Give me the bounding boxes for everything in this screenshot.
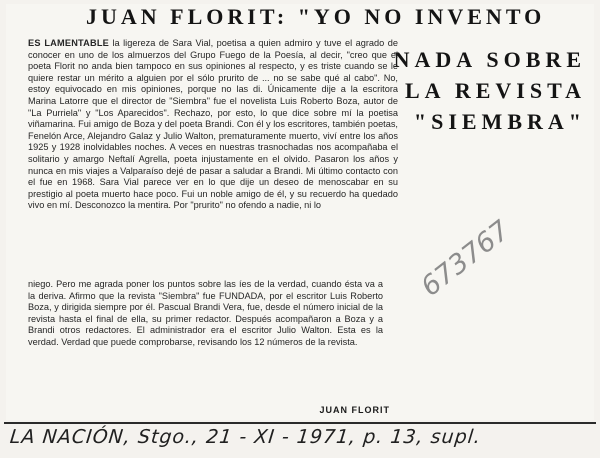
catalog-number-annotation: 673767	[415, 214, 516, 303]
article-headline-continuation: NADA SOBRE LA REVISTA "SIEMBRA"	[393, 47, 586, 134]
article-lead: ES LAMENTABLE	[28, 38, 109, 48]
source-citation-handwritten: LA NACIÓN, Stgo., 21 - XI - 1971, p. 13, supl.	[8, 426, 483, 448]
clipping-bottom-rule	[4, 422, 596, 424]
author-signature: JUAN FLORIT	[319, 405, 390, 415]
article-body-upper	[28, 38, 398, 212]
article-paragraph-upper: la ligereza de Sara Vial, poetisa a quien admiro y tuve el agrado de conocer en uno de los almuerzos del Grupo Fuego de la Poesía, al decir, "creo que el poeta Florit no anda bien tampoco en sus opiniones al respecto, y es triste cuando se le quiere restar un mérito a alguien por el sólo prurito de ... no se sabe qué al cabo". No, estoy equivocado en mis opiniones, porque no las di. Únicamente dije a la escritora Marina Latorre que el director de "Siembra" fue el novelista Luis Roberto Boza, autor de "La Purriela" y "Los Aparecidos". Rechazo, por esto, lo que dice sobre mí la poetisa viñamarina. Fui amigo de Boza y del poeta Brandi. Con él y los escritores, también poetas, Fenelón Arce, Alejandro Galaz y Julio Walton, prematuramente muerto, viví entre los años 1925 y 1928 inolvidables noches. A veces en nuestras trasnochadas nos acompañaba el solitario y amargo Neftalí Agrella, poeta injustamente en el olvido. Pasaron los años y nunca en mis viajes a Valparaíso dejé de pasar a saludar a Brandi. Mi último contacto con el fue en 1968. Sara Vial parece ver en lo que dije un deseo de menoscabar en su prestigio al poeta muerto hace poco. Fui un noble amigo de él, y su recuerdo ha quedado vivo en mí. Desconozco la mentira. Por "prurito" no ofendo a nadie, ni lo	[28, 38, 398, 211]
article-headline: JUAN FLORIT: "YO NO INVENTO	[86, 4, 546, 29]
article-body-lower	[28, 279, 383, 349]
article-paragraph-lower: niego. Pero me agrada poner los puntos sobre las íes de la verdad, cuando ésta va a la deriva. Afirmo que la revista "Siembra" fue FUNDADA, por el escritor Luis Roberto Boza, y dirigida siempre por él. Pascual Brandi Vera, fue, desde el número inicial de la revista hasta el final de ella, su primer redactor. Después acompañaron a Boza y a Brandi otros redactores. El administrador era el escritor Julio Walton. Esta es la verdad. Verdad que puede comprobarse, revisando los 12 números de la revista.	[28, 279, 383, 347]
